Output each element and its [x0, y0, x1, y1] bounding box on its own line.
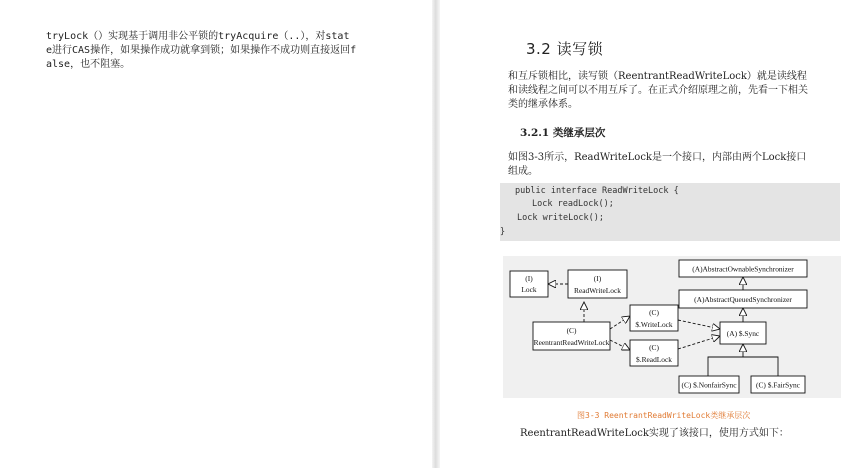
edge-readlock-to-sync [678, 336, 720, 349]
diagram-svg [503, 256, 841, 398]
node-reentrantreadwritelock [533, 322, 610, 350]
code-block [500, 183, 840, 241]
figure-caption: 图3-3 ReentrantReadWriteLock类继承层次 [577, 411, 751, 420]
node-lock [510, 271, 548, 297]
code-line: Lock writeLock(); [517, 213, 604, 223]
trylock-paragraph [46, 30, 388, 72]
node-nonfair-label: (C) $.NonfairSync [681, 380, 737, 390]
node-reentrant-stereotype: (C) [566, 326, 577, 335]
subsection-title: 3.2.1 类继承层次 [520, 127, 606, 139]
node-aos-label: (A)AbstractOwnableSynchronizer [692, 264, 794, 274]
text-line: 如图3-3所示，ReadWriteLock是一个接口，内部由两个Lock接口 [508, 152, 807, 163]
node-nonfairsync [679, 376, 739, 393]
node-fairsync [751, 376, 805, 393]
text-line: e进行CAS操作，如果操作成功就拿到锁；如果操作不成功则直接返回f [46, 45, 357, 56]
text-line: 类的继承体系。 [508, 99, 578, 110]
node-writelock-label: $.WriteLock [635, 320, 673, 329]
node-abstractownablesynchronizer [679, 260, 807, 277]
node-aqs-label: (A)AbstractQueuedSynchronizer [694, 295, 792, 304]
edge-writelock-to-sync [678, 320, 720, 329]
node-readwritelock-stereotype: (I) [593, 274, 602, 283]
edge-reentrant-to-readlock [610, 340, 630, 350]
book-gutter [432, 0, 440, 468]
text-line: tryLock（）实现基于调用非公平锁的tryAcquire（..），对stat [46, 31, 350, 42]
text-line: 和互斥锁相比，读写锁（ReentrantReadWriteLock）就是读线程 [508, 71, 807, 82]
node-fair-label: (C) $.FairSync [756, 380, 800, 390]
node-sync [720, 322, 766, 344]
code-line: } [500, 227, 506, 237]
node-readlock [630, 340, 678, 366]
node-writelock-stereotype: (C) [649, 308, 659, 317]
class-hierarchy-diagram [503, 256, 841, 398]
intro-paragraph [508, 70, 840, 112]
node-abstractqueuedsynchronizer [679, 290, 807, 308]
node-lock-label: Lock [521, 285, 537, 294]
node-writelock [630, 305, 678, 331]
node-readlock-stereotype: (C) [649, 343, 659, 352]
edge-fairsyncs-to-sync [708, 344, 778, 376]
node-sync-label: (A) $.Sync [726, 329, 760, 338]
edge-reentrant-to-writelock [610, 316, 630, 329]
node-readlock-label: $.ReadLock [636, 355, 672, 364]
text-line: 组成。 [508, 166, 538, 177]
text-line: alse，也不阻塞。 [46, 59, 131, 70]
node-readwritelock-label: ReadWriteLock [574, 286, 621, 295]
text-line: 和读线程之间可以不用互斥了。在正式介绍原理之前，先看一下相关 [508, 85, 808, 96]
node-readwritelock [568, 270, 627, 298]
node-lock-stereotype: (I) [525, 274, 533, 283]
node-reentrant-label: ReentrantReadWriteLock [533, 338, 610, 347]
closing-paragraph: ReentrantReadWriteLock实现了该接口，使用方式如下： [520, 428, 789, 439]
section-title: 3.2 读写锁 [526, 40, 604, 58]
right-page [440, 0, 849, 468]
code-line: public interface ReadWriteLock { [515, 186, 679, 196]
code-line: Lock readLock(); [532, 199, 614, 209]
figure-reference-paragraph [508, 151, 840, 179]
